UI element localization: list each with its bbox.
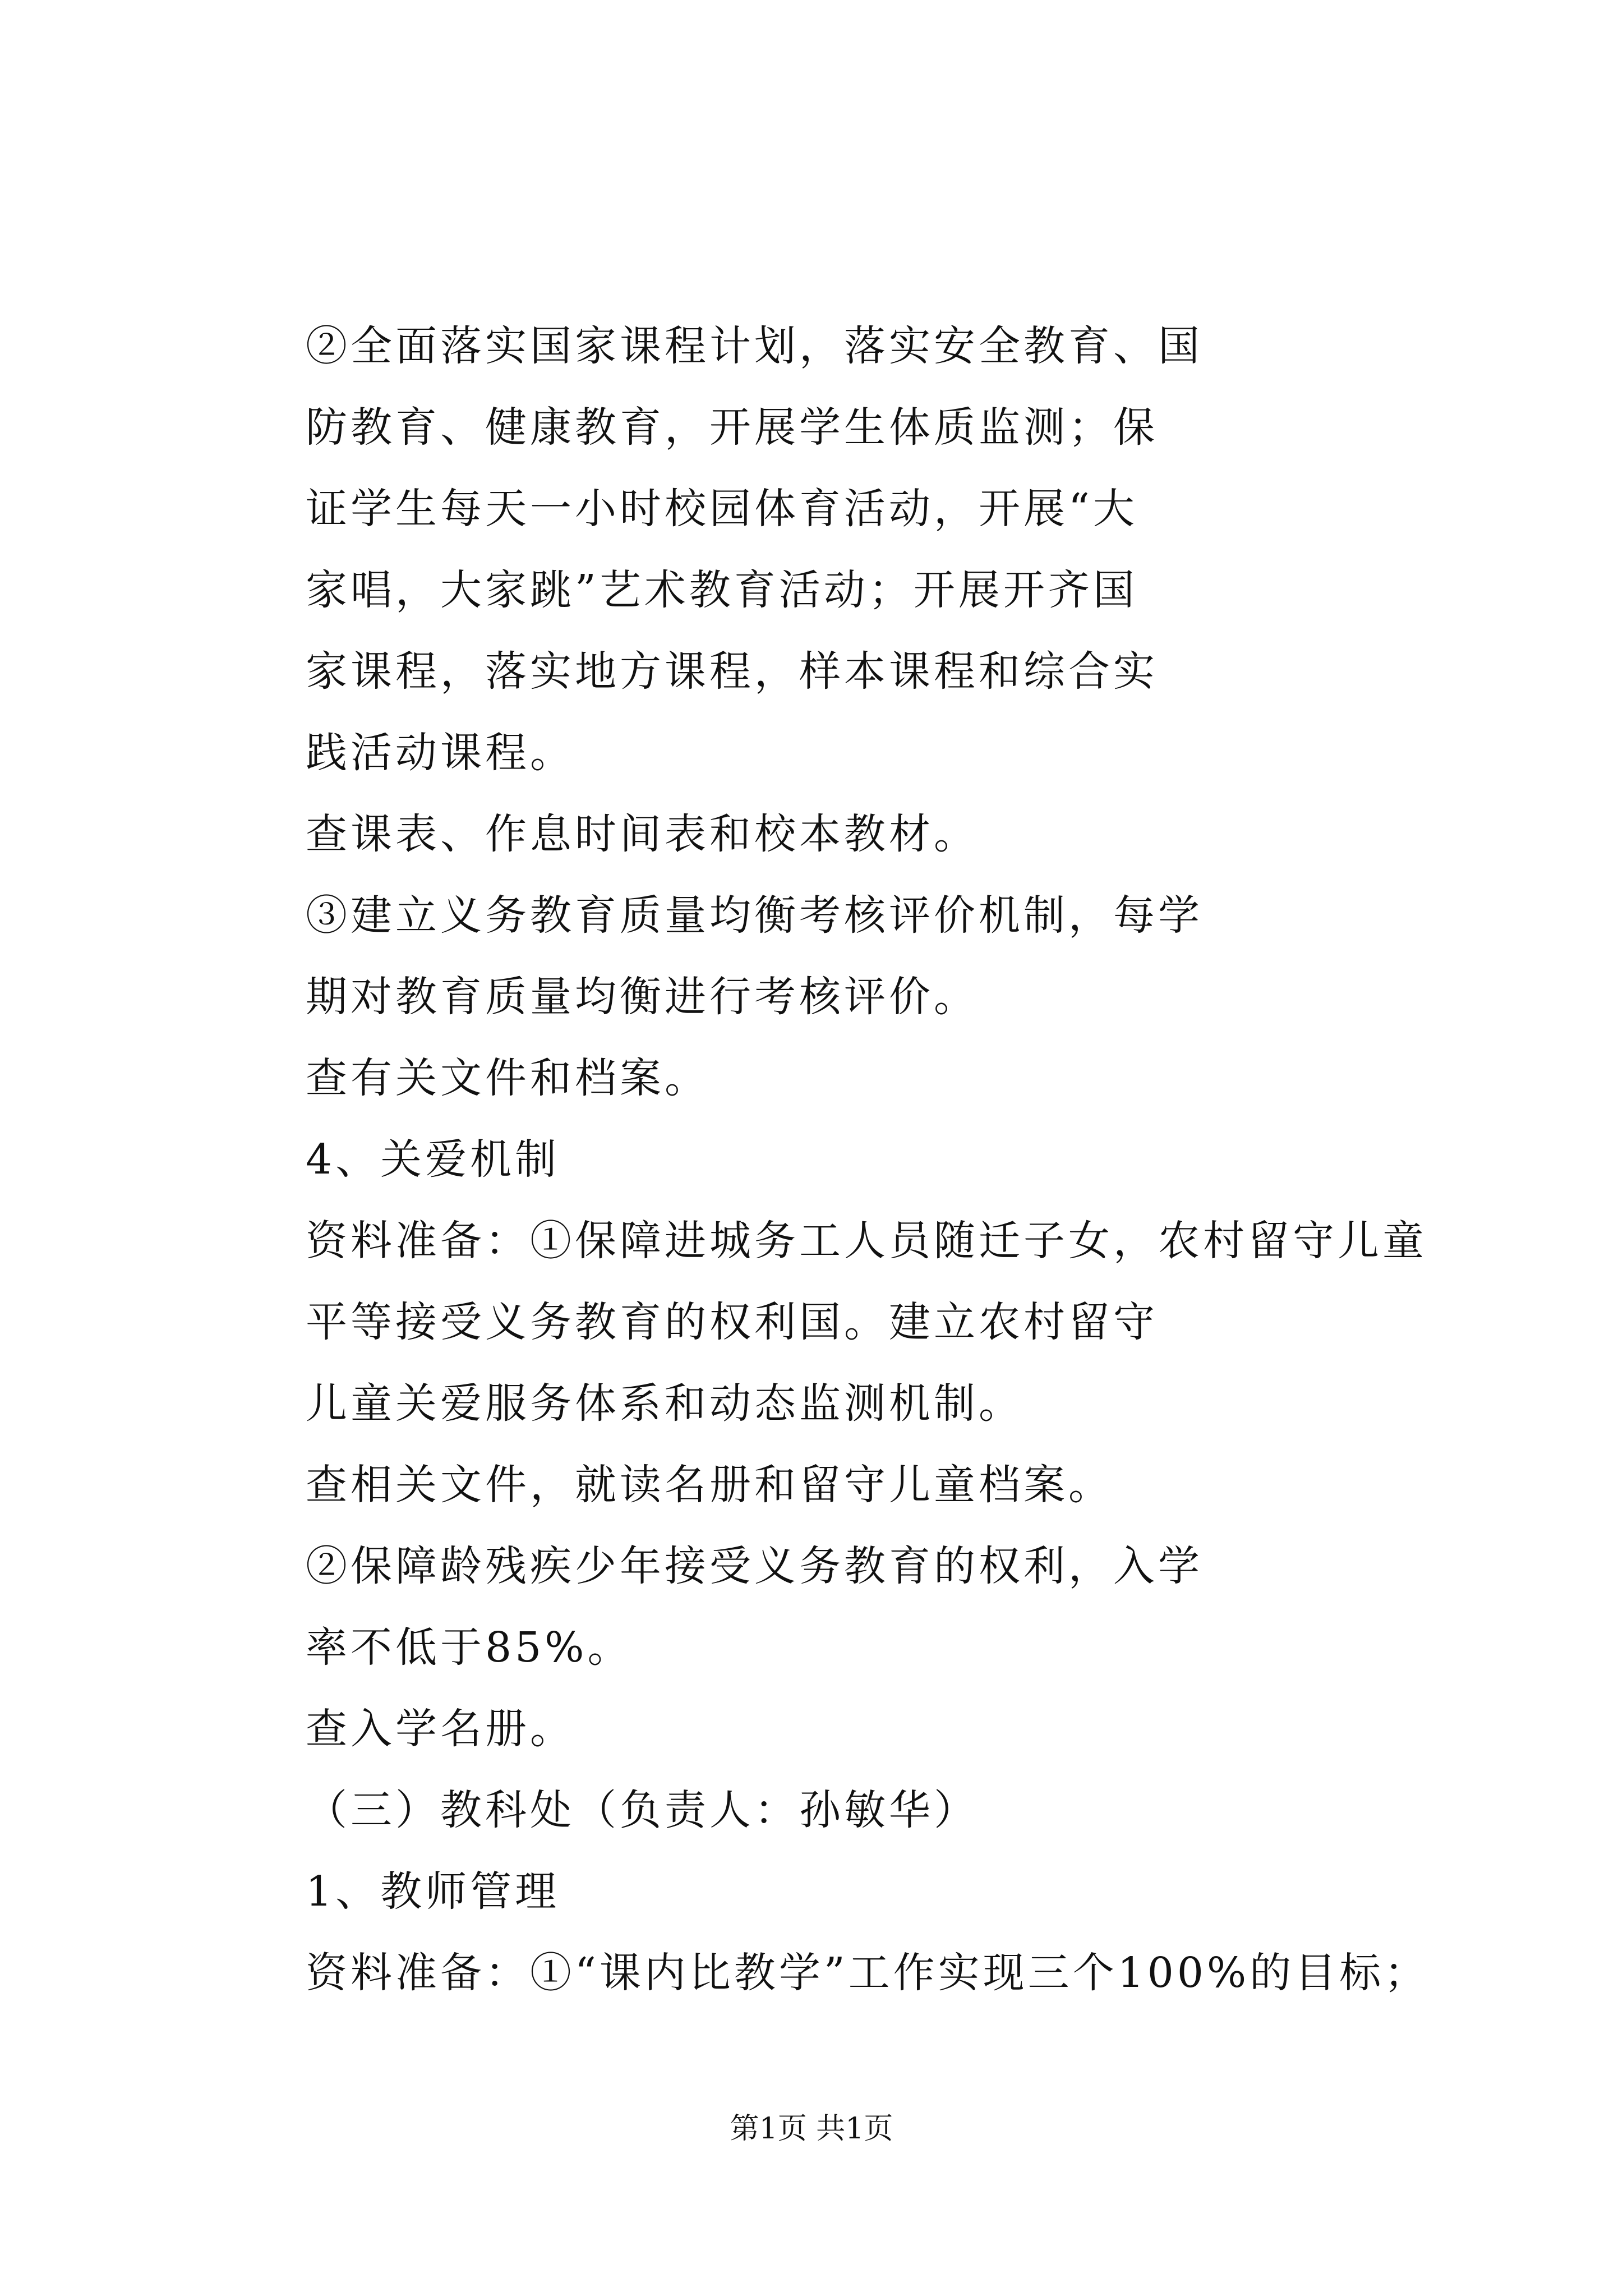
page-footer: 第1页 共1页 <box>730 2112 893 2146</box>
text-line: 查相关文件，就读名册和留守儿童档案。 <box>306 1461 1113 1509</box>
section-heading: 4、关爱机制 <box>306 1135 560 1184</box>
text-line: 家课程，落实地方课程，样本课程和综合实 <box>306 647 1158 696</box>
text-line: 资料准备：①“课内比教学”工作实现三个100%的目标； <box>306 1949 1430 1997</box>
section-heading: （三）教科处（负责人：孙敏华） <box>306 1786 979 1834</box>
text-line: 资料准备：①保障进城务工人员随迁子女，农村留守儿童 <box>306 1217 1427 1265</box>
text-line: 查有关文件和档案。 <box>306 1054 709 1102</box>
text-line: ②保障龄残疾少年接受义务教育的权利，入学 <box>306 1542 1203 1590</box>
section-heading: 1、教师管理 <box>306 1867 560 1916</box>
text-line: 防教育、健康教育，开展学生体质监测；保 <box>306 403 1158 452</box>
text-line: 期对教育质量均衡进行考核评价。 <box>306 973 979 1021</box>
text-line: 家唱，大家跳”艺术教育活动；开展开齐国 <box>306 566 1138 614</box>
text-line: ②全面落实国家课程计划，落实安全教育、国 <box>306 322 1203 370</box>
text-line: 平等接受义务教育的权利国。建立农村留守 <box>306 1298 1158 1346</box>
text-line: 儿童关爱服务体系和动态监测机制。 <box>306 1379 1023 1428</box>
text-line: 查入学名册。 <box>306 1705 575 1753</box>
text-line: 证学生每天一小时校园体育活动，开展“大 <box>306 485 1138 533</box>
text-line: 率不低于85%。 <box>306 1623 633 1672</box>
text-line: ③建立义务教育质量均衡考核评价机制，每学 <box>306 891 1203 940</box>
text-line: 践活动课程。 <box>306 729 575 777</box>
text-line: 查课表、作息时间表和校本教材。 <box>306 810 979 858</box>
document-body <box>306 306 1430 2014</box>
